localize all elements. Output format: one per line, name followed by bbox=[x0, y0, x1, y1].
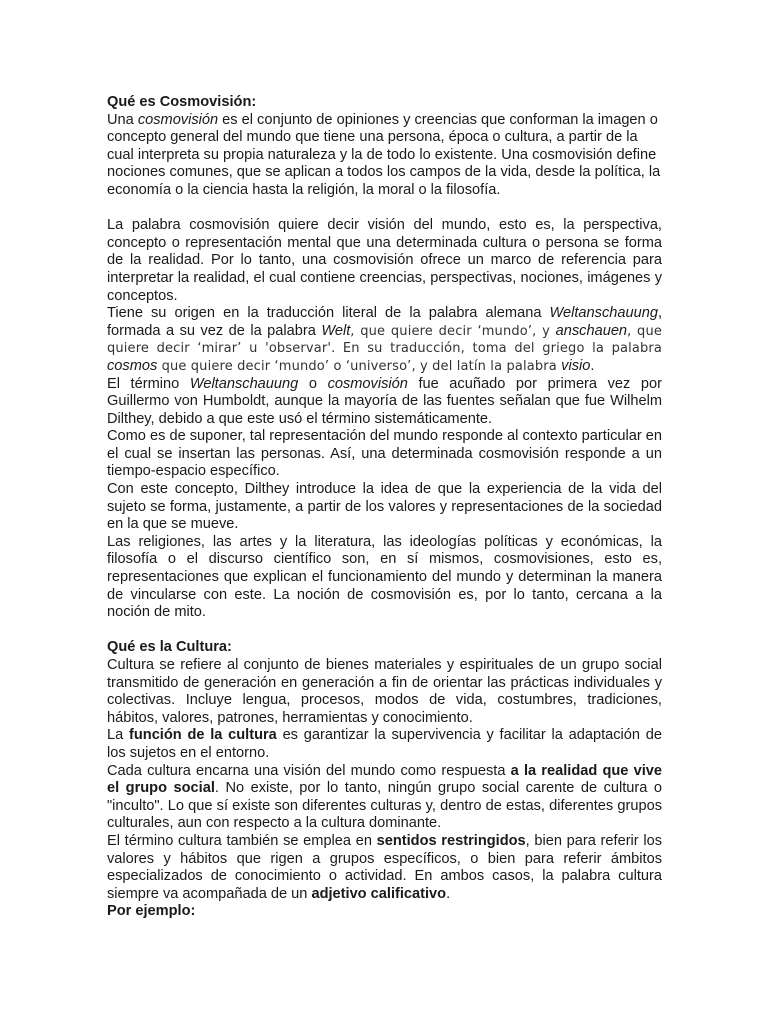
paragraph-spacer bbox=[107, 622, 662, 640]
heading-cosmovision: Qué es Cosmovisión: bbox=[107, 94, 257, 110]
paragraph-cultura-definition: Cultura se refiere al conjunto de bienes materiales y espirituales de un grupo social transmitido de generación en generación a fin de orientar las prácticas individuales y colectivas. Incluye lengua, procesos, modos de vida, costumbres, tradiciones, hábitos, valores, patrones, herramientas y conocimiento. bbox=[107, 657, 662, 726]
heading-cultura: Qué es la Cultura: bbox=[107, 639, 232, 656]
paragraph-cosmovision-definition: Una cosmovisión es el conjunto de opiniones y creencias que conforman la imagen o concepto general del mundo que tiene una persona, época o cultura, a partir de la cual interpreta su propia naturaleza y la de todo lo existente. Una cosmovisión define nociones comunes, que se aplican a todos los campos de la vida, desde la política, la economía o la ciencia hasta la religión, la moral o la filosofía. bbox=[107, 111, 661, 198]
paragraph-origen: Tiene su origen en la traducción literal de la palabra alemana Weltanschauung, formada a su vez de la palabra Welt, que quiere decir ‘mundo’, y anschauen, que quiere decir ‘mirar’ u 'observar'. En su traducción, toma del griego la palabra cosmos que quiere decir ‘mundo’ o ‘universo’, y del latín la palabra visio. bbox=[107, 305, 662, 374]
paragraph-religiones: Las religiones, las artes y la literatura, las ideologías políticas y económicas, la filosofía o el discurso científico son, en sí mismos, cosmovisiones, esto es, representaciones que explican el funcionamiento del mundo y determinan la manera de vincularse con este. La noción de cosmovisión es, por lo tanto, cercana a la noción de mito. bbox=[107, 533, 662, 621]
paragraph-spacer bbox=[107, 200, 662, 218]
paragraph-vision-cultura: Cada cultura encarna una visión del mundo como respuesta a la realidad que vive el grupo social. No existe, por lo tanto, ningún grupo social carente de cultura o "inculto". Lo que sí existe son diferentes culturas y, dentro de estas, diferentes grupos culturales, aun con respecto a la cultura dominante. bbox=[107, 762, 663, 832]
paragraph-termino: El término Weltanschauung o cosmovisión fue acuñado por primera vez por Guillermo von Humboldt, aunque la mayoría de las fuentes señalan que fue Wilhelm Dilthey, debido a que este usó el término sistemáticamente. bbox=[107, 375, 663, 427]
paragraph-contexto: Como es de suponer, tal representación del mundo responde al contexto particular en el cual se insertan las personas. Así, una determinada cosmovisión responde a un tiempo-espacio específico. bbox=[107, 428, 662, 480]
paragraph-funcion: La función de la cultura es garantizar la supervivencia y facilitar la adaptación de los sujetos en el entorno. bbox=[107, 727, 662, 761]
heading-por-ejemplo: Por ejemplo: bbox=[107, 903, 196, 920]
paragraph-vision-del-mundo: La palabra cosmovisión quiere decir visión del mundo, esto es, la perspectiva, concepto o representación mental que una determinada cultura o persona se forma de la realidad. Por lo tanto, una cosmovisión ofrece un marco de referencia para interpretar la realidad, el cual contiene creencias, perspectivas, nociones, imágenes y conceptos. bbox=[107, 217, 662, 304]
paragraph-sentidos: El término cultura también se emplea en sentidos restringidos, bien para referir los valores y hábitos que rigen a grupos específicos, o bien para referir ámbitos especializados de conocimiento o actividad. En ambos casos, la palabra cultura siempre va acompañada de un adjetivo calificativo. bbox=[107, 832, 662, 902]
document-page bbox=[107, 94, 662, 921]
paragraph-dilthey: Con este concepto, Dilthey introduce la idea de que la experiencia de la vida del sujeto se forma, justamente, a partir de los valores y representaciones de la sociedad en la que se mueve. bbox=[107, 481, 662, 533]
